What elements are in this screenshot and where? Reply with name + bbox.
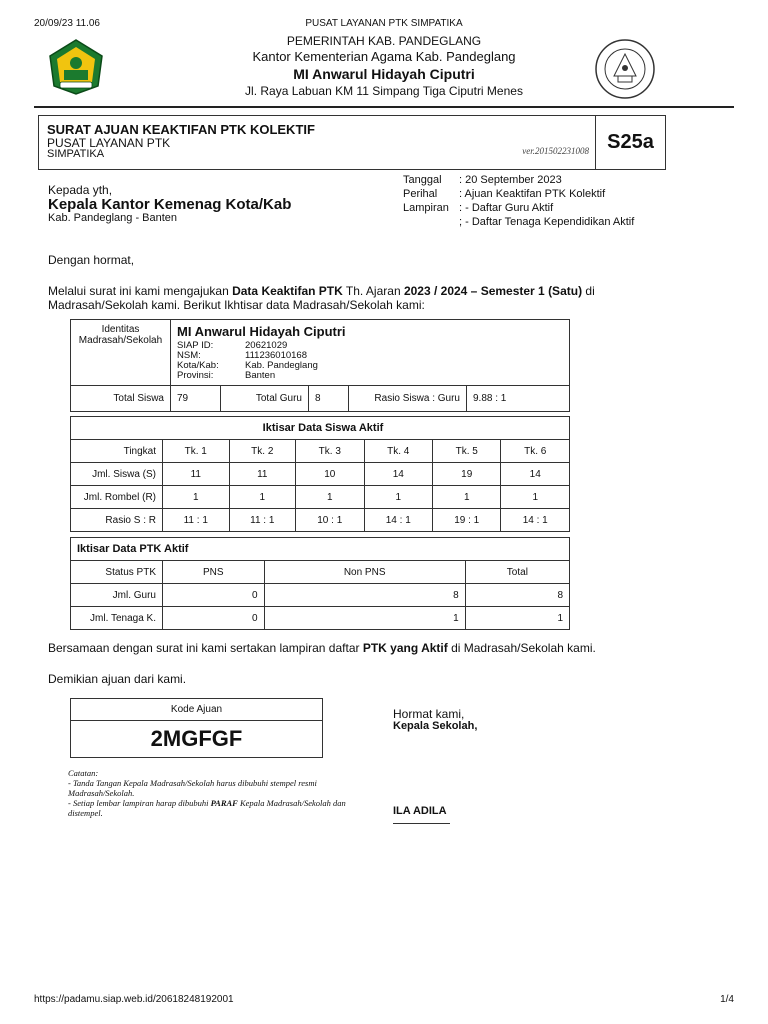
level-header: Tk. 3 — [296, 440, 364, 463]
table-cell: 0 — [163, 584, 265, 607]
kode-ajuan-value: 2MGFGF — [150, 726, 243, 751]
ptk-table — [70, 537, 570, 630]
table-row — [71, 584, 570, 607]
closing-text-2: di Madrasah/Sekolah kami. — [447, 641, 596, 655]
row-label: Jml. Guru — [71, 584, 163, 607]
ptk-table-title: Iktisar Data PTK Aktif — [71, 538, 570, 561]
meta-lampiran-2: ; - Daftar Tenaga Kependidikan Aktif — [459, 216, 635, 228]
row-label: Rasio S : R — [71, 509, 163, 532]
row-label: Jml. Rombel (R) — [71, 486, 163, 509]
closing-final: Demikian ajuan dari kami. — [48, 672, 187, 686]
document-version: ver.201502231008 — [522, 146, 589, 156]
level-header: Tk. 1 — [163, 440, 230, 463]
notes-item-1: - Tanda Tangan Kepala Madrasah/Sekolah harus dibubuhi stempel resmi Madrasah/Sekolah. — [68, 778, 317, 798]
notes-item-2-bold: PARAF — [210, 798, 238, 808]
table-cell: 1 — [433, 486, 501, 509]
table-cell: 8 — [465, 584, 569, 607]
identity-table — [70, 319, 570, 386]
level-header: Tk. 6 — [501, 440, 570, 463]
closing-bold: PTK yang Aktif — [362, 641, 448, 655]
letterhead-office: Kantor Kementerian Agama Kab. Pandeglang — [252, 49, 516, 64]
siswa-header-row — [71, 440, 570, 463]
table-cell: 1 — [296, 486, 364, 509]
row-label: Jml. Tenaga K. — [71, 607, 163, 630]
meta-tanggal-label: Tanggal — [403, 174, 442, 186]
signature-name: ILA ADILA — [393, 805, 450, 824]
siap-value: 20621029 — [245, 340, 288, 351]
table-row — [71, 486, 570, 509]
table-cell: 14 : 1 — [501, 509, 570, 532]
level-header: Tk. 4 — [364, 440, 432, 463]
letterhead-school: MI Anwarul Hidayah Ciputri — [293, 66, 475, 82]
prov-label: Provinsi: — [177, 370, 214, 381]
address-to: Kepada yth, — [48, 183, 113, 197]
para-bold-1: Data Keaktifan PTK — [232, 284, 343, 298]
form-code: S25a — [595, 116, 665, 169]
table-row — [71, 509, 570, 532]
notes-item-2-text-a: - Setiap lembar lampiran harap dibubuhi — [68, 798, 211, 808]
title-box — [38, 115, 666, 170]
col-header: Non PNS — [264, 561, 465, 584]
kode-ajuan-box — [70, 698, 323, 758]
nsm-value: 111236010168 — [245, 350, 307, 361]
prov-value: Banten — [245, 370, 276, 381]
signature-title: Kepala Sekolah, — [393, 720, 478, 732]
table-cell: 11 : 1 — [229, 509, 296, 532]
meta-lampiran-1: : - Daftar Guru Aktif — [459, 202, 554, 214]
level-header: Tk. 5 — [433, 440, 501, 463]
ptk-header-row — [71, 561, 570, 584]
meta-perihal-label: Perihal — [403, 188, 438, 200]
greeting: Dengan hormat, — [48, 253, 135, 267]
para-text-1: Melalui surat ini kami mengajukan — [48, 284, 233, 298]
table-cell: 1 — [229, 486, 296, 509]
table-cell: 1 — [465, 607, 569, 630]
table-cell: 19 : 1 — [433, 509, 501, 532]
letterhead — [0, 34, 768, 99]
table-cell: 8 — [264, 584, 465, 607]
notes — [68, 768, 368, 818]
table-cell: 14 — [364, 463, 432, 486]
closing-paragraph — [48, 641, 596, 655]
identity-details — [171, 320, 570, 386]
address-recipient: Kepala Kantor Kemenag Kota/Kab — [48, 196, 292, 213]
notes-item-2-text-b: Kepala Madrasah/Sekolah dan distempel. — [68, 798, 346, 818]
table-cell: 10 : 1 — [296, 509, 364, 532]
rasio-value: 9.88 : 1 — [467, 386, 570, 412]
intro-paragraph — [48, 284, 608, 312]
col-header: Total — [465, 561, 569, 584]
meta-tanggal: : 20 September 2023 — [459, 174, 562, 186]
table-row — [71, 463, 570, 486]
print-url: https://padamu.siap.web.id/20618248192001 — [34, 994, 234, 1005]
kota-label: Kota/Kab: — [177, 360, 219, 371]
status-ptk-label: Status PTK — [71, 561, 163, 584]
siswa-table — [70, 416, 570, 532]
nsm-label: NSM: — [177, 350, 201, 361]
col-header: PNS — [163, 561, 265, 584]
rasio-label: Rasio Siswa : Guru — [349, 386, 467, 412]
identity-label: Identitas Madrasah/Sekolah — [71, 320, 171, 386]
total-siswa: 79 — [171, 386, 221, 412]
closing-text-1: Bersamaan dengan surat ini kami sertakan lampiran daftar — [48, 641, 363, 655]
document-title: SURAT AJUAN KEAKTIFAN PTK KOLEKTIF — [47, 122, 315, 137]
notes-item-2 — [68, 798, 368, 818]
row-label: Jml. Siswa (S) — [71, 463, 163, 486]
table-cell: 1 — [264, 607, 465, 630]
table-cell: 14 : 1 — [364, 509, 432, 532]
table-cell: 10 — [296, 463, 364, 486]
table-cell: 1 — [364, 486, 432, 509]
level-header: Tk. 2 — [229, 440, 296, 463]
table-cell: 14 — [501, 463, 570, 486]
document-subtitle: PUSAT LAYANAN PTK — [47, 136, 171, 150]
para-text-2: Th. Ajaran — [342, 284, 404, 298]
table-cell: 11 : 1 — [163, 509, 230, 532]
para-text-3: di Madrasah/Sekolah kami. Berikut Ikhtisar data Madrasah/Sekolah kami: — [48, 284, 595, 312]
letterhead-divider — [34, 106, 734, 108]
kode-ajuan-label: Kode Ajuan — [71, 699, 322, 721]
tingkat-label: Tingkat — [71, 440, 163, 463]
meta-perihal: : Ajuan Keaktifan PTK Kolektif — [459, 188, 606, 200]
para-bold-2: 2023 / 2024 – Semester 1 (Satu) — [403, 284, 583, 298]
table-row — [71, 607, 570, 630]
meta-lampiran-label: Lampiran — [403, 202, 449, 214]
letter-meta — [403, 173, 634, 229]
total-guru-label: Total Guru — [221, 386, 309, 412]
print-page-number: 1/4 — [720, 994, 734, 1005]
print-title: PUSAT LAYANAN PTK SIMPATIKA — [305, 18, 463, 29]
letterhead-gov: PEMERINTAH KAB. PANDEGLANG — [286, 34, 482, 48]
table-cell: 11 — [163, 463, 230, 486]
table-cell: 1 — [501, 486, 570, 509]
school-name: MI Anwarul Hidayah Ciputri — [177, 324, 346, 339]
address-location: Kab. Pandeglang - Banten — [48, 212, 178, 224]
table-cell: 19 — [433, 463, 501, 486]
document-system: SIMPATIKA — [47, 148, 105, 160]
kota-value: Kab. Pandeglang — [245, 360, 318, 371]
table-cell: 11 — [229, 463, 296, 486]
table-cell: 0 — [163, 607, 265, 630]
total-siswa-label: Total Siswa — [71, 386, 171, 412]
siap-label: SIAP ID: — [177, 340, 214, 351]
stats-table — [70, 385, 570, 412]
notes-title: Catatan: — [68, 768, 99, 778]
siswa-table-title: Iktisar Data Siswa Aktif — [71, 417, 570, 440]
signature-regards: Hormat kami, — [393, 707, 465, 721]
total-guru: 8 — [309, 386, 349, 412]
letterhead-address: Jl. Raya Labuan KM 11 Simpang Tiga Ciputri Menes — [245, 84, 523, 98]
table-cell: 1 — [163, 486, 230, 509]
print-datetime: 20/09/23 11.06 — [34, 18, 100, 29]
